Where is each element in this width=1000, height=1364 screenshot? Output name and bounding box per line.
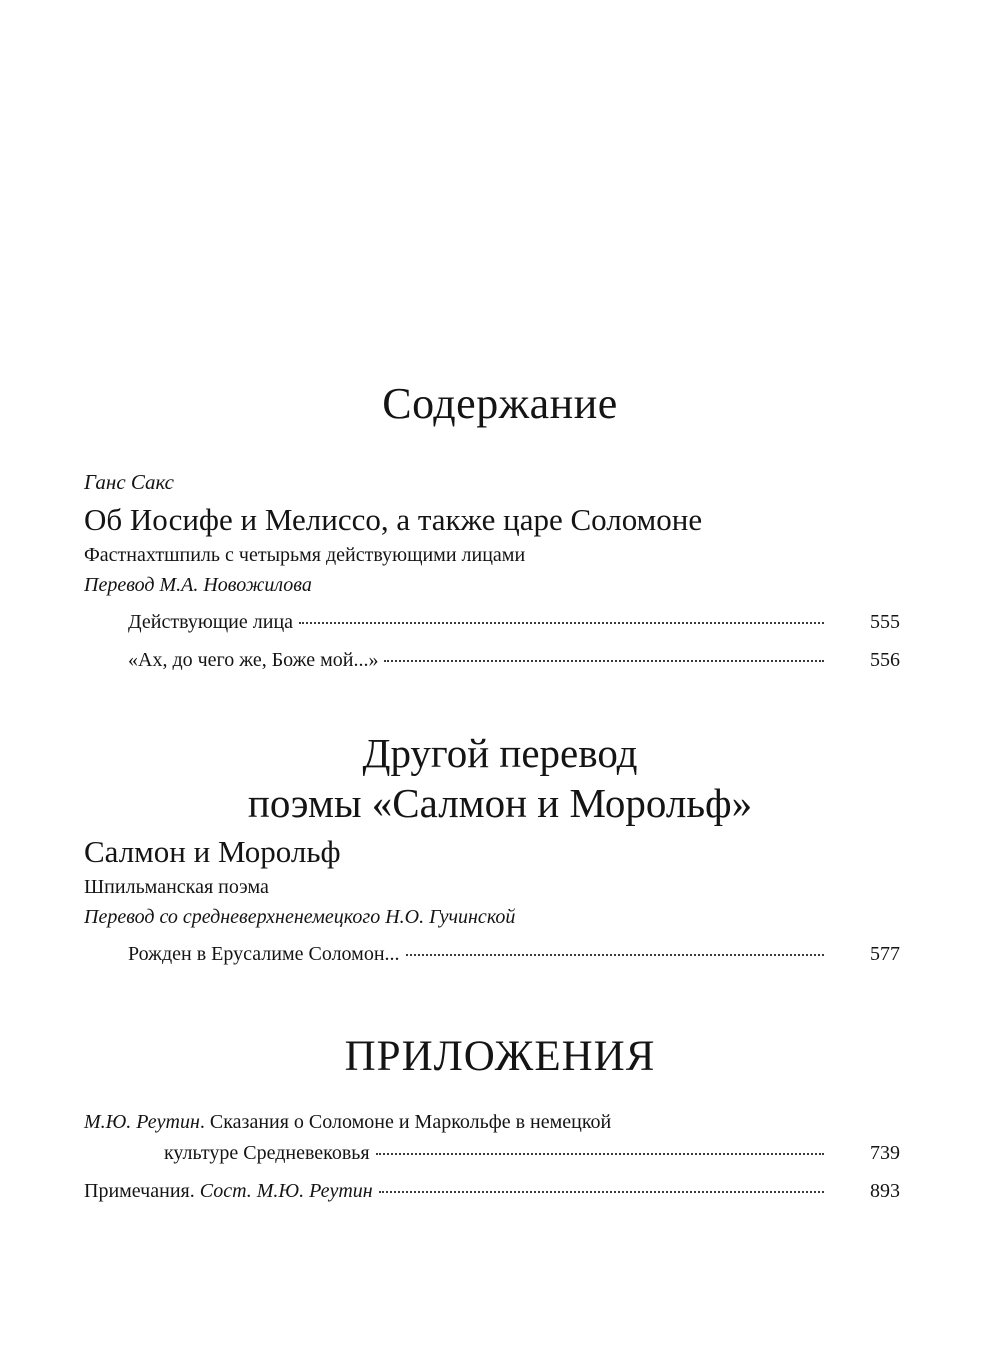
toc-entry-page: 556 xyxy=(870,649,900,671)
section2-title: Салмон и Морольф xyxy=(84,834,341,869)
toc-entry-dramatis-personae[interactable] xyxy=(128,611,900,634)
section1-author: Ганс Сакс xyxy=(84,470,174,494)
dot-leader xyxy=(384,660,824,662)
appendix-heading: ПРИЛОЖЕНИЯ xyxy=(344,1033,656,1080)
notes-label: Примечания. xyxy=(84,1180,200,1202)
essay-title-part1: . Сказания о Соломоне и Маркольфе в немецкой xyxy=(199,1111,612,1133)
toc-entry-rozhden[interactable] xyxy=(128,943,900,966)
dot-leader xyxy=(299,622,824,624)
essay-title-part2: культуре Средневековья xyxy=(164,1142,370,1164)
section2-translator: Перевод со средневерхненемецкого Н.О. Гучинской xyxy=(84,906,516,928)
toc-entry-page: 893 xyxy=(870,1180,900,1202)
notes-label-group xyxy=(84,1180,373,1203)
section1-translator: Перевод М.А. Новожилова xyxy=(84,574,312,596)
dot-leader xyxy=(379,1191,824,1193)
toc-entry-label: Рожден в Ерусалиме Соломон... xyxy=(128,943,400,965)
toc-entry-notes[interactable] xyxy=(84,1180,900,1203)
contents-heading: Содержание xyxy=(382,379,618,428)
section2-heading xyxy=(0,728,1000,828)
dot-leader xyxy=(376,1153,824,1155)
toc-entry-page: 739 xyxy=(870,1142,900,1164)
notes-compiler: Сост. М.Ю. Реутин xyxy=(199,1180,373,1202)
section1-title: Об Иосифе и Мелиссо, а также царе Соломоне xyxy=(84,502,703,537)
toc-entry-label: Действующие лица xyxy=(128,611,294,633)
toc-entry-label: «Ах, до чего же, Боже мой...» xyxy=(128,649,379,671)
toc-entry-essay[interactable] xyxy=(164,1142,900,1165)
toc-entry-ah-do-chego[interactable] xyxy=(128,649,900,672)
section2-subtitle: Шпильманская поэма xyxy=(84,876,269,898)
dot-leader xyxy=(406,954,824,956)
toc-entry-page: 555 xyxy=(870,611,900,633)
section2-heading-line1: Другой перевод xyxy=(362,730,638,776)
section2-heading-line2: поэмы «Салмон и Морольф» xyxy=(247,780,753,826)
section1-subtitle: Фастнахтшпиль с четырьмя действующими лицами xyxy=(84,544,526,566)
appendix-essay-line1 xyxy=(84,1111,611,1134)
toc-entry-page: 577 xyxy=(870,943,900,965)
essay-author: М.Ю. Реутин xyxy=(84,1111,200,1133)
